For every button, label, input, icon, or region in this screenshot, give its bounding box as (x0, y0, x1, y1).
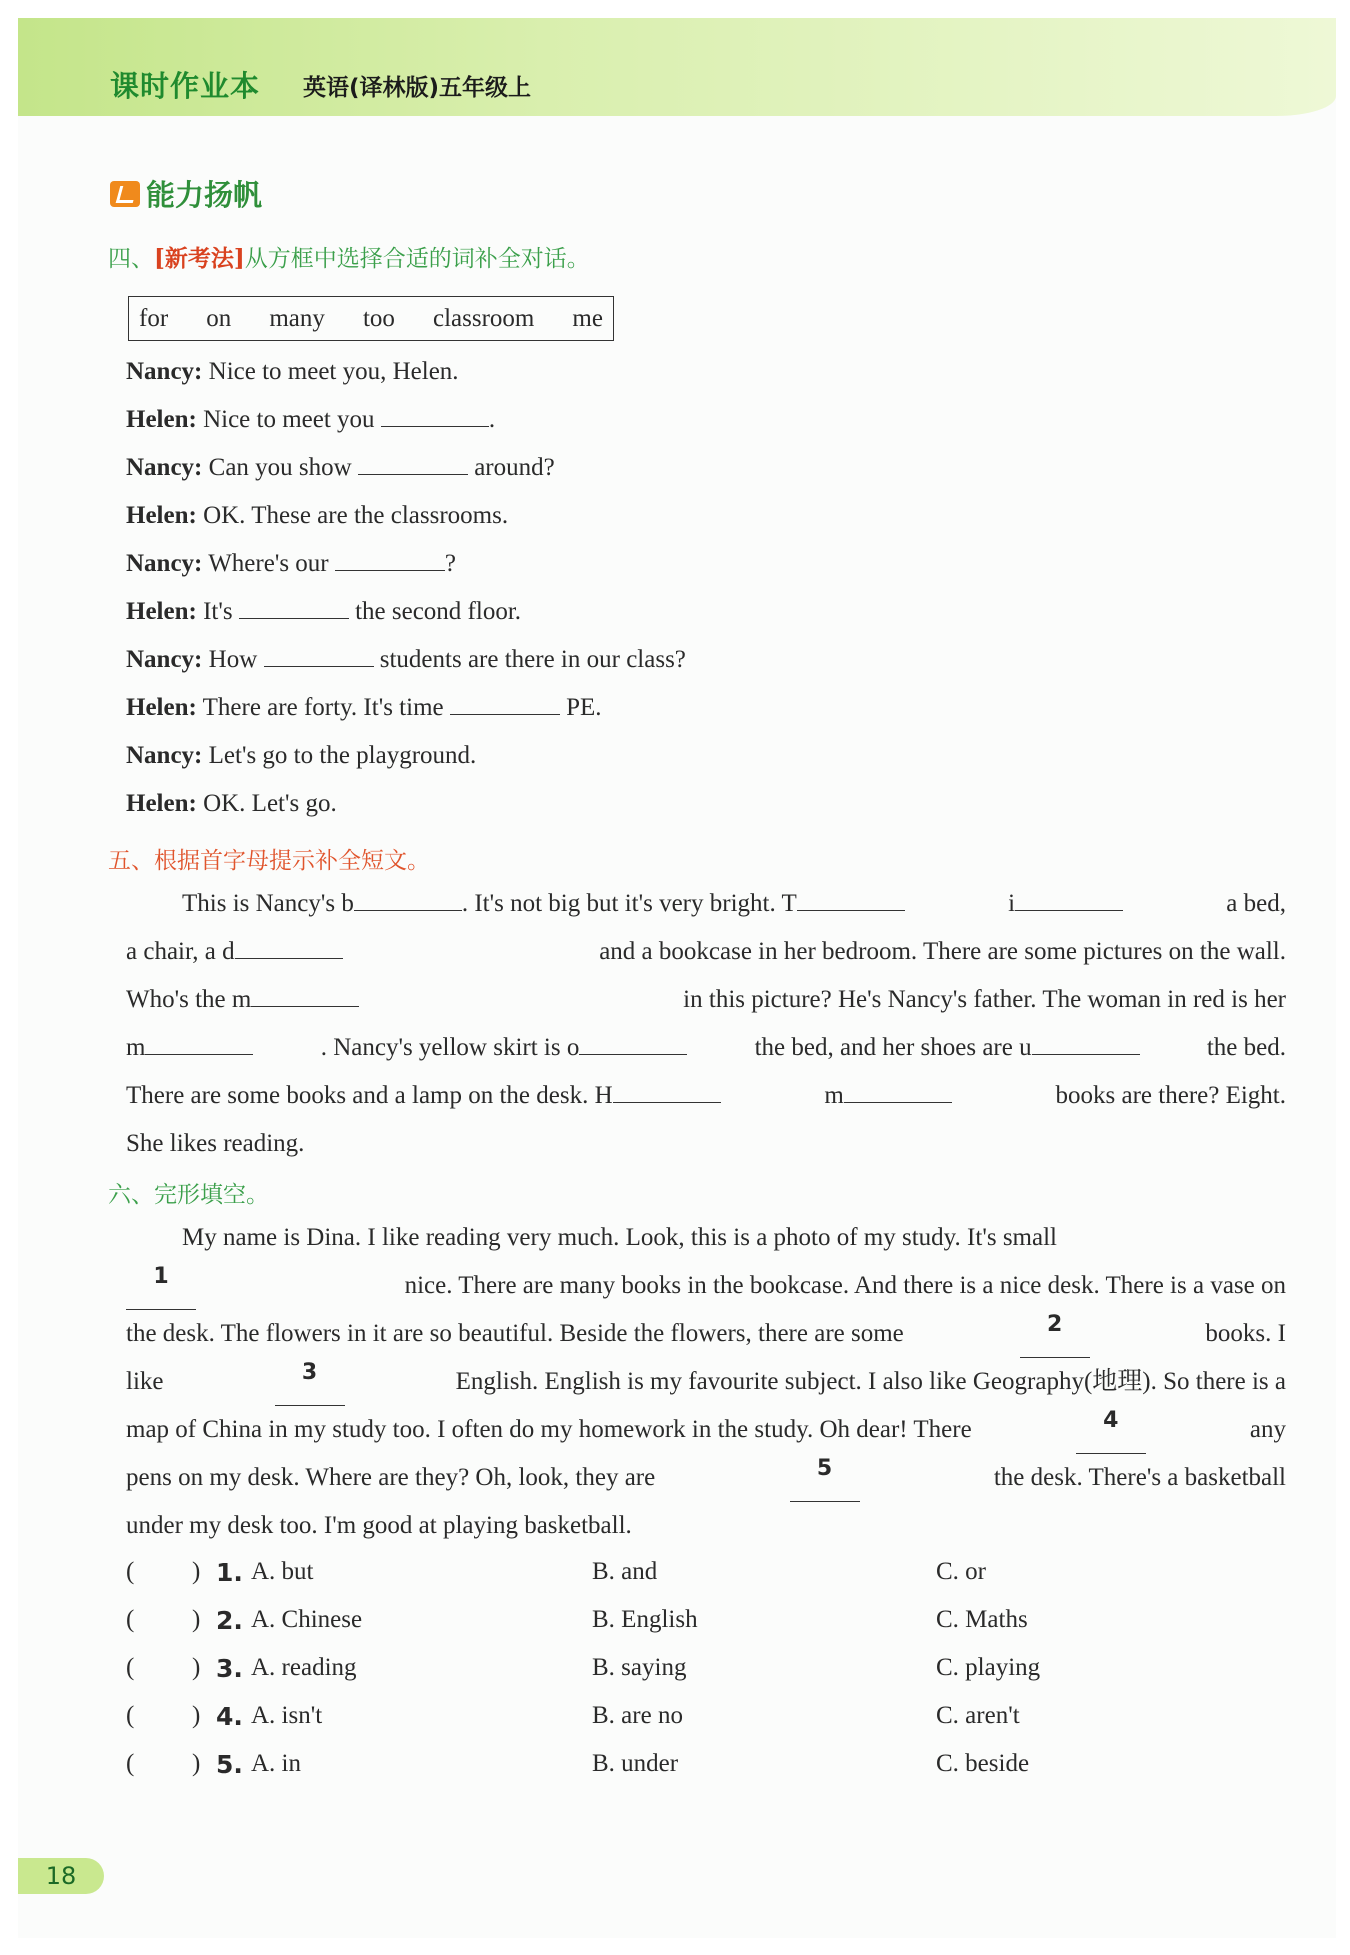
speaker: Helen: (126, 502, 197, 529)
passage-line (126, 1262, 1286, 1310)
word-box-item: classroom (432, 304, 535, 332)
dialogue-text: Where's our (208, 550, 329, 577)
option-number: 2. (216, 1606, 243, 1635)
passage-line (126, 928, 1286, 976)
answer-blank[interactable] (354, 890, 462, 911)
dialogue-text: OK. Let's go. (203, 790, 337, 817)
answer-blank[interactable] (450, 694, 560, 715)
answer-paren[interactable]: ( (126, 1750, 135, 1777)
passage-text: This is Nancy's b (182, 890, 354, 917)
option-number: 1. (216, 1558, 243, 1587)
section-flag-icon (110, 181, 140, 207)
book-subtitle: 英语(译林版)五年级上 (303, 75, 532, 101)
passage-line (126, 1024, 1286, 1072)
book-brand: 课时作业本 (110, 69, 261, 103)
passage-text: books. I (1205, 1320, 1286, 1347)
passage-line (126, 1072, 1286, 1120)
q5-passage (126, 880, 1286, 1168)
page-number: 18 (18, 1858, 104, 1894)
cloze-blank[interactable]: 2 (1020, 1310, 1090, 1358)
passage-text: books are there? Eight. (1055, 1082, 1286, 1109)
speaker: Helen: (126, 790, 197, 817)
answer-blank[interactable] (1032, 1034, 1140, 1055)
dialogue-line (126, 502, 508, 530)
passage-text: i (1008, 890, 1016, 917)
passage-text: nice. There are many books in the bookcase. And there is a nice desk. There is a vase on (404, 1272, 1286, 1299)
q5-heading: 五、根据首字母提示补全短文。 (108, 848, 430, 874)
passage-line (126, 1310, 1286, 1358)
answer-blank[interactable] (1015, 890, 1123, 911)
passage-line (126, 880, 1286, 928)
answer-paren: ) (192, 1654, 201, 1681)
word-box-item: on (206, 304, 232, 332)
passage-text: the desk. The flowers in it are so beautiful. Beside the flowers, there are some (126, 1320, 904, 1347)
answer-blank[interactable] (579, 1034, 687, 1055)
passage-text: My name is Dina. I like reading very much. Look, this is a photo of my study. It's small (182, 1224, 1057, 1251)
option-a[interactable]: A. Chinese (251, 1606, 363, 1633)
dialogue-line (126, 454, 555, 482)
cloze-blank[interactable]: 3 (275, 1358, 345, 1406)
answer-paren: ) (192, 1606, 201, 1633)
option-row (126, 1750, 1326, 1790)
passage-text: under my desk too. I'm good at playing basketball. (126, 1512, 632, 1539)
passage-text: . Nancy's yellow skirt is o (320, 1034, 580, 1061)
passage-text: English. English is my favourite subject. I also like Geography(地理). So there is a (455, 1368, 1286, 1395)
option-row (126, 1702, 1326, 1742)
passage-text: She likes reading. (126, 1130, 305, 1157)
option-row (126, 1606, 1326, 1646)
option-c[interactable]: C. playing (936, 1654, 1041, 1681)
passage-text: the bed, and her shoes are u (754, 1034, 1032, 1061)
option-b[interactable]: B. and (592, 1558, 658, 1585)
option-b[interactable]: B. English (592, 1606, 698, 1633)
speaker: Nancy: (126, 454, 203, 481)
option-b[interactable]: B. saying (592, 1654, 687, 1681)
dialogue-text: Let's go to the playground. (208, 742, 477, 769)
dialogue-line (126, 790, 337, 818)
option-row (126, 1558, 1326, 1598)
dialogue-text: How (208, 646, 258, 673)
q4-tag: [新考法] (154, 245, 245, 272)
speaker: Helen: (126, 598, 197, 625)
answer-blank[interactable] (264, 646, 374, 667)
answer-blank[interactable] (239, 598, 349, 619)
passage-text: There are some books and a lamp on the desk. H (126, 1082, 613, 1109)
option-c[interactable]: C. Maths (936, 1606, 1028, 1633)
word-box-item: me (572, 304, 603, 332)
passage-line (126, 1502, 1286, 1550)
answer-paren[interactable]: ( (126, 1654, 135, 1681)
passage-text: in this picture? He's Nancy's father. The woman in red is her (683, 986, 1286, 1013)
option-a[interactable]: A. in (251, 1750, 301, 1777)
passage-line (126, 1454, 1286, 1502)
passage-text: . It's not big but it's very bright. T (461, 890, 797, 917)
dialogue-line (126, 406, 495, 434)
option-a[interactable]: A. reading (251, 1654, 357, 1681)
speaker: Nancy: (126, 742, 203, 769)
option-b[interactable]: B. under (592, 1750, 679, 1777)
dialogue-text: There are forty. It's time (202, 694, 444, 721)
answer-paren[interactable]: ( (126, 1606, 135, 1633)
section-title (110, 173, 262, 214)
dialogue-text: the second floor. (355, 598, 522, 625)
answer-paren: ) (192, 1702, 201, 1729)
q4-heading (108, 240, 590, 273)
speaker: Nancy: (126, 550, 203, 577)
dialogue-text: Nice to meet you, Helen. (208, 358, 459, 385)
dialogue-text: . (488, 406, 496, 433)
option-number: 4. (216, 1702, 243, 1731)
section-title-text: 能力扬帆 (146, 178, 263, 212)
answer-blank[interactable] (797, 890, 905, 911)
speaker: Nancy: (126, 646, 203, 673)
answer-blank[interactable] (844, 1082, 952, 1103)
dialogue-line (126, 598, 521, 626)
option-c[interactable]: C. aren't (936, 1702, 1020, 1729)
passage-text: pens on my desk. Where are they? Oh, look, they are (126, 1464, 656, 1491)
passage-text: a bed, (1226, 890, 1286, 917)
dialogue-line (126, 742, 476, 770)
dialogue-line (126, 694, 602, 722)
passage-text: any (1249, 1416, 1286, 1443)
passage-line (126, 1120, 1286, 1168)
dialogue-text: OK. These are the classrooms. (203, 502, 509, 529)
option-row (126, 1654, 1326, 1694)
option-a[interactable]: A. isn't (251, 1702, 323, 1729)
answer-blank[interactable] (613, 1082, 721, 1103)
passage-line (126, 976, 1286, 1024)
passage-text: m (126, 1034, 146, 1061)
answer-blank[interactable] (145, 1034, 253, 1055)
q4-instruction: 从方框中选择合适的词补全对话。 (244, 246, 590, 272)
cloze-blank[interactable]: 1 (126, 1262, 196, 1310)
dialogue-line (126, 358, 459, 386)
passage-line (126, 1358, 1286, 1406)
option-number: 5. (216, 1750, 243, 1779)
q6-heading: 六、完形填空。 (108, 1182, 269, 1208)
dialogue-text: around? (474, 454, 555, 481)
option-a[interactable]: A. but (251, 1558, 314, 1585)
option-c[interactable]: C. beside (936, 1750, 1030, 1777)
option-c[interactable]: C. or (936, 1558, 986, 1585)
option-b[interactable]: B. are no (592, 1702, 683, 1729)
cloze-blank[interactable]: 5 (790, 1454, 860, 1502)
option-number: 3. (216, 1654, 243, 1683)
word-box (128, 296, 614, 341)
dialogue-line (126, 646, 686, 674)
speaker: Nancy: (126, 358, 203, 385)
passage-text: like (126, 1368, 164, 1395)
answer-paren[interactable]: ( (126, 1702, 135, 1729)
answer-blank[interactable] (335, 550, 445, 571)
answer-paren: ) (192, 1558, 201, 1585)
dialogue-text: Nice to meet you (203, 406, 375, 433)
dialogue-text: PE. (566, 694, 602, 721)
passage-text: the desk. There's a basketball (993, 1464, 1286, 1491)
answer-paren[interactable]: ( (126, 1558, 135, 1585)
answer-blank[interactable] (235, 938, 343, 959)
passage-text: and a bookcase in her bedroom. There are some pictures on the wall. (599, 938, 1286, 965)
passage-text: map of China in my study too. I often do my homework in the study. Oh dear! There (126, 1416, 972, 1443)
dialogue-text: Can you show (208, 454, 352, 481)
passage-text: the bed. (1206, 1034, 1286, 1061)
word-box-item: too (362, 304, 395, 332)
answer-blank[interactable] (251, 986, 359, 1007)
dialogue-text: It's (203, 598, 233, 625)
workbook-page (18, 18, 1336, 1938)
speaker: Helen: (126, 694, 197, 721)
passage-text: a chair, a d (126, 938, 235, 965)
q4-number: 四、 (108, 246, 154, 272)
answer-blank[interactable] (358, 454, 468, 475)
dialogue-text: students are there in our class? (379, 646, 686, 673)
word-box-item: for (139, 304, 169, 332)
answer-blank[interactable] (381, 406, 489, 427)
word-box-item: many (269, 304, 325, 332)
speaker: Helen: (126, 406, 197, 433)
passage-text: Who's the m (126, 986, 252, 1013)
dialogue-line (126, 550, 456, 578)
passage-line (126, 1214, 1286, 1262)
passage-line (126, 1406, 1286, 1454)
cloze-blank[interactable]: 4 (1076, 1406, 1146, 1454)
dialogue-text: ? (444, 550, 456, 577)
answer-paren: ) (192, 1750, 201, 1777)
passage-text: m (824, 1082, 844, 1109)
q6-passage (126, 1214, 1286, 1550)
